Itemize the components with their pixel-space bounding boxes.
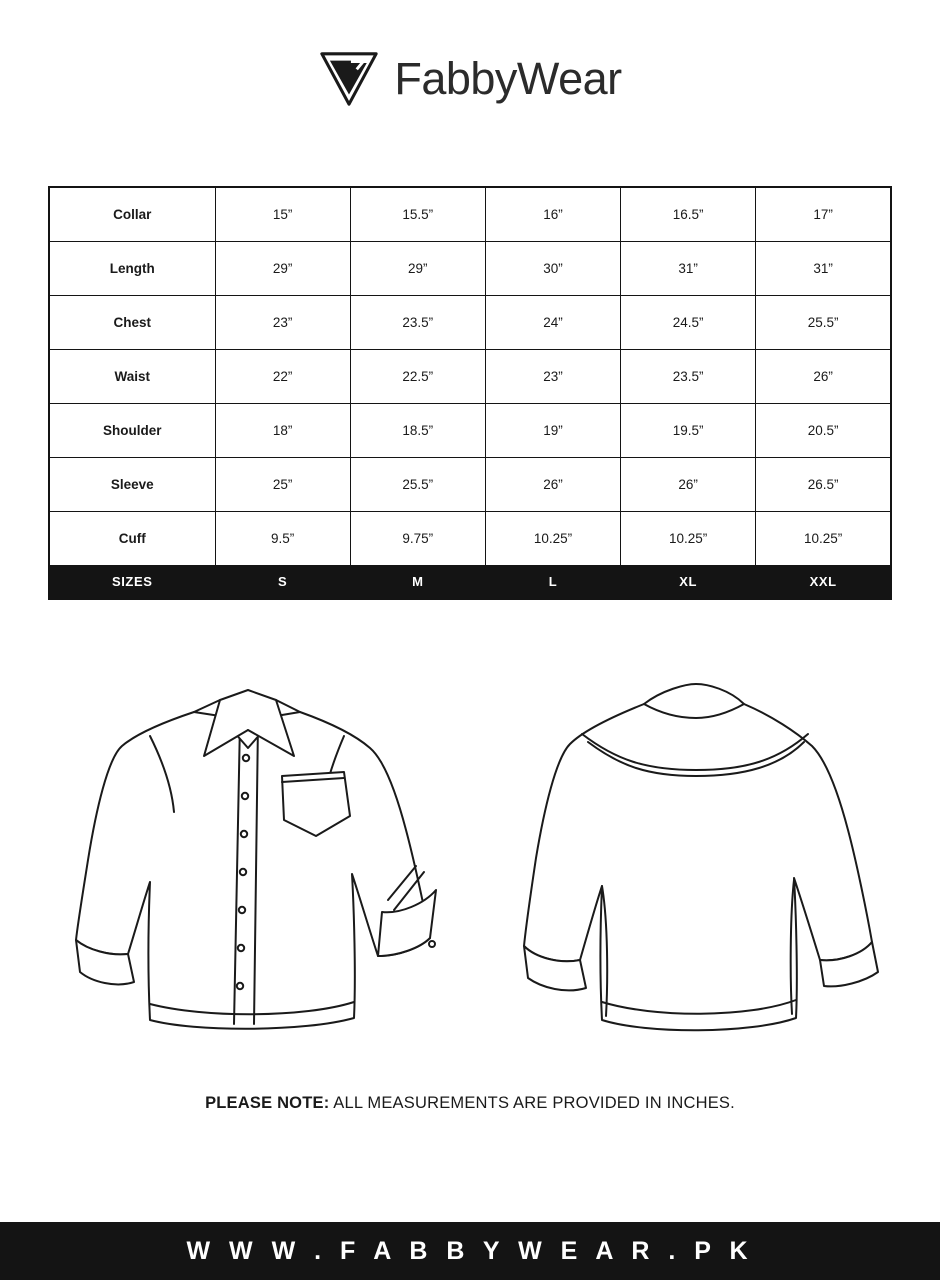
- brand-name: FabbyWear: [394, 53, 622, 104]
- size-column-header: S: [215, 565, 350, 599]
- brand-header: [0, 0, 940, 110]
- cell-value: 19”: [485, 403, 620, 457]
- cell-value: 24.5”: [621, 295, 756, 349]
- row-label: Waist: [49, 349, 215, 403]
- cell-value: 25”: [215, 457, 350, 511]
- cell-value: 29”: [350, 241, 485, 295]
- cell-value: 26”: [756, 349, 891, 403]
- cell-value: 23”: [485, 349, 620, 403]
- cell-value: 18.5”: [350, 403, 485, 457]
- row-label: Collar: [49, 187, 215, 241]
- fabbywear-w-logo-icon: [318, 48, 380, 110]
- table-row: [49, 187, 891, 241]
- cell-value: 18”: [215, 403, 350, 457]
- size-column-header: XL: [621, 565, 756, 599]
- cell-value: 23.5”: [350, 295, 485, 349]
- cell-value: 16.5”: [621, 187, 756, 241]
- cell-value: 20.5”: [756, 403, 891, 457]
- cell-value: 29”: [215, 241, 350, 295]
- cell-value: 25.5”: [756, 295, 891, 349]
- cell-value: 22.5”: [350, 349, 485, 403]
- note-prefix: PLEASE NOTE:: [205, 1094, 330, 1112]
- note-text: ALL MEASUREMENTS ARE PROVIDED IN INCHES.: [329, 1094, 735, 1112]
- table-row: [49, 457, 891, 511]
- cell-value: 10.25”: [756, 511, 891, 565]
- cell-value: 15.5”: [350, 187, 485, 241]
- size-column-header: XXL: [756, 565, 891, 599]
- size-column-header: L: [485, 565, 620, 599]
- footer-bar: [0, 1222, 940, 1280]
- size-chart-table: [48, 186, 892, 600]
- cell-value: 24”: [485, 295, 620, 349]
- size-column-header: M: [350, 565, 485, 599]
- cell-value: 23”: [215, 295, 350, 349]
- table-row: [49, 295, 891, 349]
- cell-value: 16”: [485, 187, 620, 241]
- cell-value: 9.5”: [215, 511, 350, 565]
- row-label: Cuff: [49, 511, 215, 565]
- cell-value: 26”: [621, 457, 756, 511]
- cell-value: 22”: [215, 349, 350, 403]
- sizes-header-row: [49, 565, 891, 599]
- cell-value: 31”: [756, 241, 891, 295]
- table-row: [49, 349, 891, 403]
- cell-value: 19.5”: [621, 403, 756, 457]
- size-chart-body: [49, 187, 891, 599]
- measurement-note: [0, 1094, 940, 1113]
- shirt-back-illustration: [496, 660, 896, 1060]
- table-row: [49, 241, 891, 295]
- cell-value: 31”: [621, 241, 756, 295]
- cell-value: 10.25”: [621, 511, 756, 565]
- cell-value: 30”: [485, 241, 620, 295]
- table-row: [49, 511, 891, 565]
- shirt-illustrations: [0, 660, 940, 1070]
- cell-value: 9.75”: [350, 511, 485, 565]
- table-row: [49, 403, 891, 457]
- cell-value: 25.5”: [350, 457, 485, 511]
- cell-value: 26.5”: [756, 457, 891, 511]
- website-url[interactable]: W W W . F A B B Y W E A R . P K: [186, 1236, 754, 1265]
- row-label: Sleeve: [49, 457, 215, 511]
- size-chart-table-wrapper: [48, 186, 892, 600]
- cell-value: 23.5”: [621, 349, 756, 403]
- cell-value: 10.25”: [485, 511, 620, 565]
- row-label: Chest: [49, 295, 215, 349]
- row-label: Shoulder: [49, 403, 215, 457]
- cell-value: 26”: [485, 457, 620, 511]
- cell-value: 15”: [215, 187, 350, 241]
- sizes-label: SIZES: [49, 565, 215, 599]
- shirt-front-illustration: [44, 660, 474, 1060]
- row-label: Length: [49, 241, 215, 295]
- cell-value: 17”: [756, 187, 891, 241]
